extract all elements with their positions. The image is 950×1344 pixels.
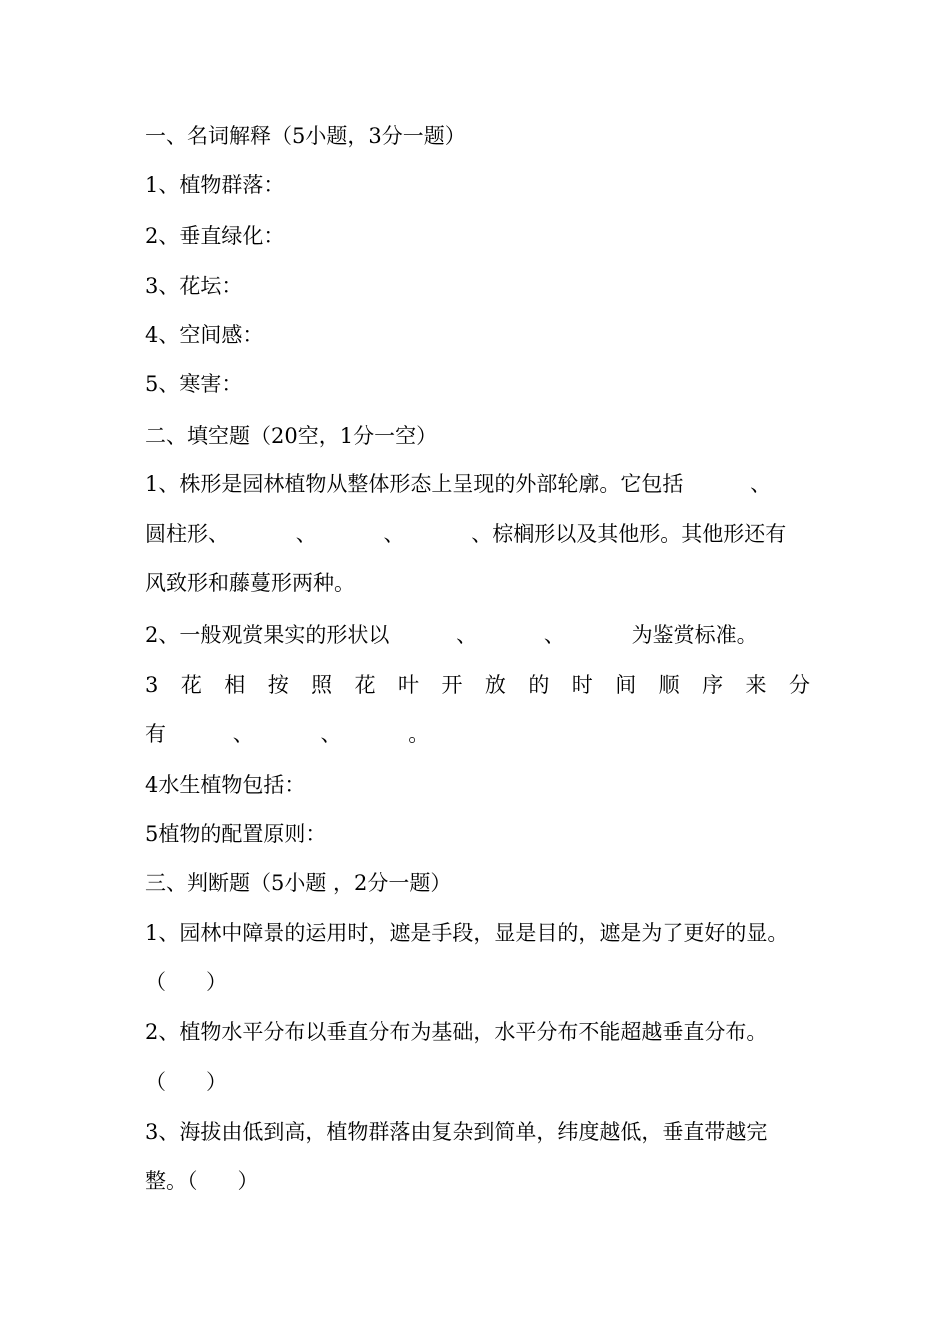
q3-char: 分 xyxy=(788,673,810,697)
section3-q3-line1: 3、海拔由低到高，植物群落由复杂到简单，纬度越低，垂直带越完 xyxy=(145,1120,768,1144)
section1-heading: 一、名词解释（5小题，3分一题） xyxy=(145,124,466,148)
section1-item-1: 1、植物群落： xyxy=(145,173,285,197)
section2-q4: 4水生植物包括： xyxy=(145,773,306,797)
q3-char: 花 xyxy=(180,673,202,697)
q3-char: 照 xyxy=(311,673,333,697)
section2-q1-line3: 风致形和藤蔓形两种。 xyxy=(145,571,355,595)
section3-q2-line2: （ ） xyxy=(145,1070,228,1094)
q3-char: 时 xyxy=(571,673,593,697)
section2-q5: 5植物的配置原则： xyxy=(145,822,327,846)
q3-char: 的 xyxy=(528,673,550,697)
q3-char: 间 xyxy=(615,673,637,697)
section3-q1-line1: 1、园林中障景的运用时，遮是手段，显是目的，遮是为了更好的显。 xyxy=(145,921,789,945)
q3-char: 来 xyxy=(745,673,767,697)
section3-q2-line1: 2、植物水平分布以垂直分布为基础，水平分布不能超越垂直分布。 xyxy=(145,1020,768,1044)
q3-char: 花 xyxy=(354,673,376,697)
q3-char: 序 xyxy=(702,673,724,697)
q3-char: 放 xyxy=(484,673,506,697)
section3-heading: 三、判断题（5小题 ，2分一题） xyxy=(145,871,452,895)
q3-char: 相 xyxy=(224,673,246,697)
q3-char: 按 xyxy=(267,673,289,697)
section2-q1-line2: 圆柱形、 、 、 、棕榈形以及其他形。其他形还有 xyxy=(145,522,787,546)
section1-item-5: 5、寒害： xyxy=(145,372,243,396)
section2-q3-line1 xyxy=(145,670,810,700)
section1-item-4: 4、空间感： xyxy=(145,323,264,347)
section3-q3-line2: 整。（ ） xyxy=(145,1169,259,1193)
section2-q2: 2、一般观赏果实的形状以 、 、 为鉴赏标准。 xyxy=(145,623,758,647)
q3-char: 3 xyxy=(145,673,159,697)
section2-q3-line2: 有 、 、 。 xyxy=(145,722,430,746)
q3-char: 叶 xyxy=(398,673,419,697)
section2-heading: 二、填空题（20空，1分一空） xyxy=(145,424,438,448)
section3-q1-line2: （ ） xyxy=(145,970,228,994)
section1-item-2: 2、垂直绿化： xyxy=(145,224,285,248)
q3-char: 开 xyxy=(441,673,463,697)
q3-char: 顺 xyxy=(658,673,680,697)
section2-q1-line1: 1、株形是园林植物从整体形态上呈现的外部轮廓。它包括 、 xyxy=(145,472,772,496)
section1-item-3: 3、花坛： xyxy=(145,274,243,298)
